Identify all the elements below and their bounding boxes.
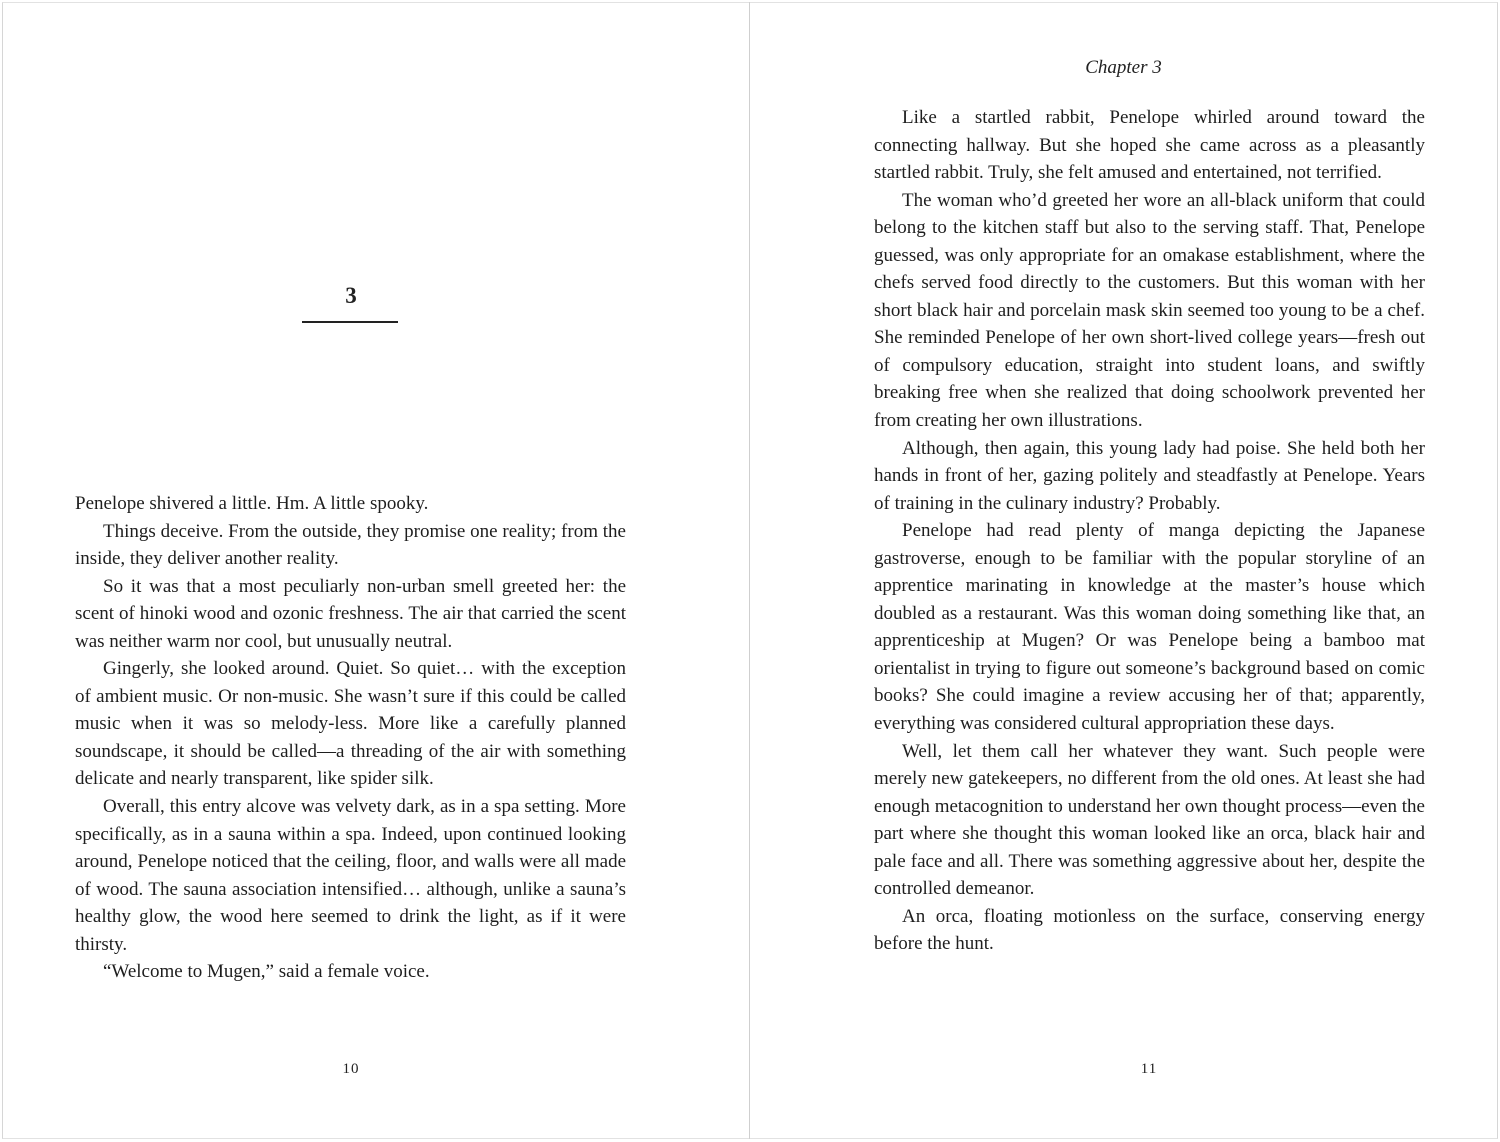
paragraph: Things deceive. From the outside, they promise one reality; from the inside, they deliver another reality.	[75, 520, 626, 570]
paragraph: So it was that a most peculiarly non-urban smell greeted her: the scent of hinoki wood and ozonic freshness. The air that carried the scent was neither warm nor cool, but unusually neutral.	[75, 575, 626, 652]
left-body-text	[75, 490, 626, 986]
page-number-left: 10	[342, 1061, 360, 1077]
left-page	[2, 2, 750, 1139]
paragraph: “Welcome to Mugen,” said a female voice.	[103, 961, 430, 983]
paragraph: Gingerly, she looked around. Quiet. So quiet… with the exception of ambient music. Or non-music. She wasn’t sure if this could be called music when it was so melody-less. More like a carefully planned soundscape, it should be called—a threading of the air with something delicate and nearly transparent, like spider silk.	[75, 658, 626, 790]
chapter-rule	[302, 321, 398, 323]
running-head: Chapter 3	[1085, 57, 1162, 78]
paragraph: Like a startled rabbit, Penelope whirled around toward the connecting hallway. But she hoped she came across as a pleasantly startled rabbit. Truly, she felt amused and entertained, not terrified.	[874, 107, 1425, 184]
paragraph: An orca, floating motionless on the surface, conserving energy before the hunt.	[874, 905, 1425, 955]
paragraph: Overall, this entry alcove was velvety dark, as in a spa setting. More specifically, as in a sauna within a spa. Indeed, upon continued looking around, Penelope noticed that the ceiling, floor, and walls were all made of wood. The sauna association intensified… although, unlike a sauna’s healthy glow, the wood here seemed to drink the light, as if it were thirsty.	[75, 796, 626, 955]
paragraph: Penelope had read plenty of manga depicting the Japanese gastroverse, enough to be familiar with the popular storyline of an apprentice marinating in knowledge at the master’s house which doubled as a restaurant. Was this woman doing something like that, an apprenticeship at Mugen? Or was Penelope being a bamboo mat orientalist in trying to figure out someone’s background based on comic books? She could imagine a review accusing her of that; apparently, everything was considered cultural appropriation these days.	[874, 520, 1425, 735]
right-body-text	[874, 104, 1425, 958]
paragraph: The woman who’d greeted her wore an all-black uniform that could belong to the kitchen staff but also to the serving staff. That, Penelope guessed, was only appropriate for an omakase establishment, where the chefs served food directly to the customers. But this woman with her short black hair and porcelain mask skin seemed too young to be a chef. She reminded Penelope of her own short-lived college years—fresh out of compulsory education, straight into student loans, and swiftly breaking free when she realized that doing schoolwork prevented her from creating her own illustrations.	[874, 189, 1425, 432]
paragraph: Although, then again, this young lady had poise. She held both her hands in front of her, gazing politely and steadfastly at Penelope. Years of training in the culinary industry? Probably.	[874, 437, 1425, 514]
paragraph: Penelope shivered a little. Hm. A little spooky.	[75, 493, 429, 514]
chapter-number: 3	[345, 283, 357, 308]
page-number-right: 11	[1140, 1061, 1158, 1077]
right-page	[750, 2, 1498, 1139]
paragraph: Well, let them call her whatever they want. Such people were merely new gatekeepers, no different from the old ones. At least she had enough metacognition to understand her own thought process—even the part where she thought this woman looked like an orca, black hair and pale face and all. There was something aggressive about her, despite the controlled demeanor.	[874, 740, 1425, 900]
